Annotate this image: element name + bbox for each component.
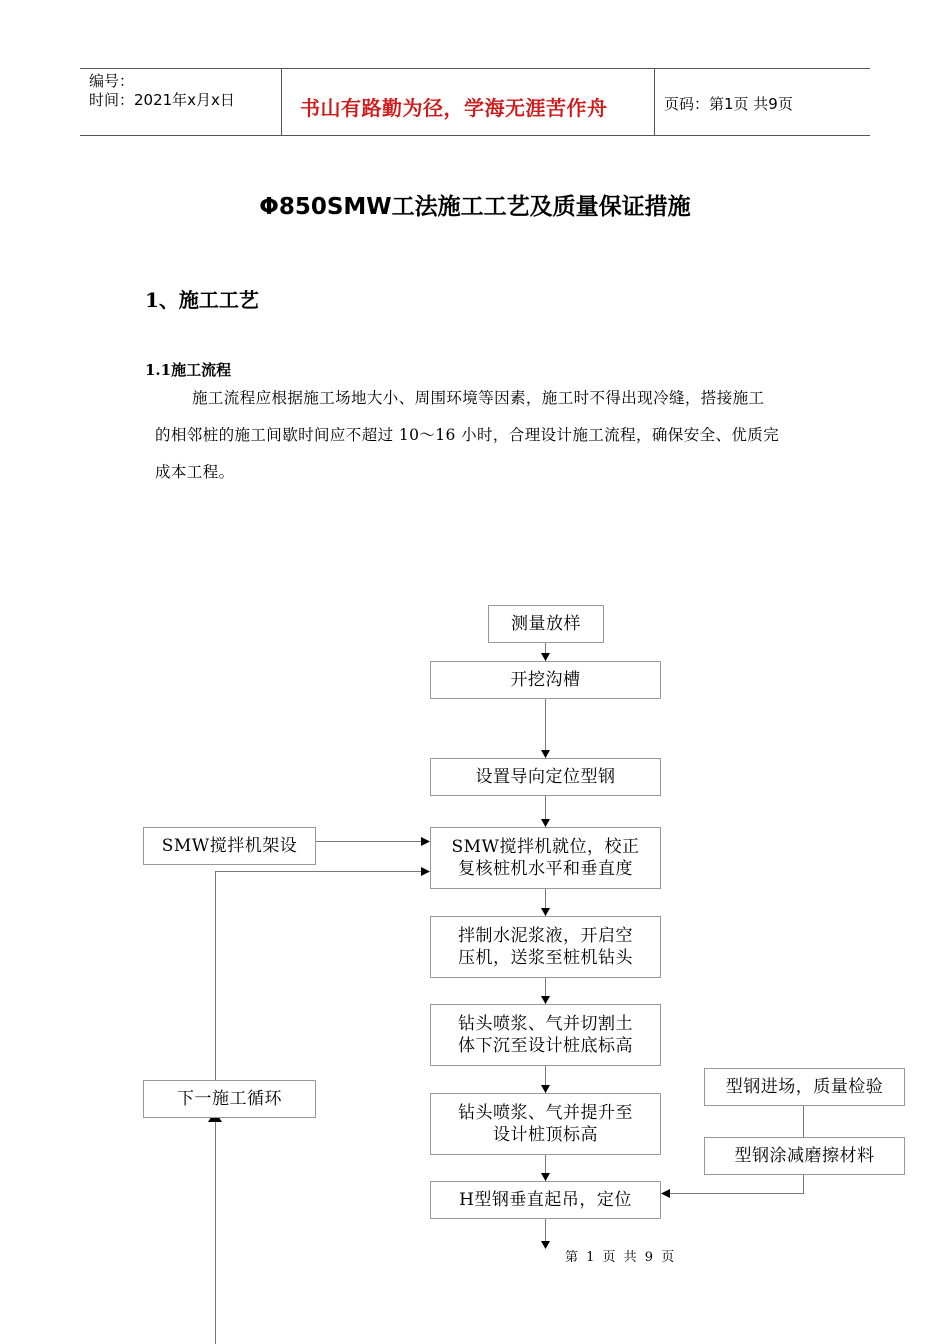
- coating-to-hoist-line: [668, 1193, 804, 1194]
- side-box-rig-setup: SMW搅拌机架设: [143, 827, 316, 865]
- paragraph-line-1: 施工流程应根据施工场地大小、周围环境等因素，施工时不得出现冷缝，搭接施工: [192, 389, 765, 407]
- flow-step-mix-grout: 拌制水泥浆液，开启空 压机，送浆至桩机钻头: [430, 916, 661, 978]
- flow-step-drill-down: 钻头喷浆、气并切割土 体下沉至设计桩底标高: [430, 1004, 661, 1066]
- return-loop-lower: [215, 1118, 216, 1344]
- flow-step-rig-position: SMW搅拌机就位，校正 复核桩机水平和垂直度: [430, 827, 661, 889]
- setup-connector-line: [316, 841, 426, 842]
- header-page-label: 页码：第1页 共9页: [664, 95, 793, 113]
- inspection-to-coating-line: [803, 1105, 804, 1138]
- header-time-label: 时间：2021年x月x日: [89, 91, 235, 109]
- footer-page-number: 第 1 页 共 9 页: [565, 1250, 677, 1265]
- header-divider-2: [654, 68, 655, 136]
- section-1-heading: 1、施工工艺: [145, 288, 259, 312]
- flow-step-drill-up: 钻头喷浆、气并提升至 设计桩顶标高: [430, 1093, 661, 1155]
- flow-step-guide-steel: 设置导向定位型钢: [430, 758, 661, 796]
- document-title: Φ850SMW工法施工工艺及质量保证措施: [259, 194, 691, 220]
- section-1-1-heading: 1.1施工流程: [145, 361, 232, 379]
- coating-down-line: [803, 1174, 804, 1193]
- flow-step-survey: 测量放样: [488, 605, 604, 643]
- side-box-steel-inspection: 型钢进场，质量检验: [704, 1068, 905, 1106]
- return-loop-top: [215, 871, 426, 872]
- side-box-next-cycle: 下一施工循环: [143, 1080, 316, 1118]
- side-box-steel-coating: 型钢涂减磨擦材料: [704, 1137, 905, 1175]
- header-number-label: 编号：: [89, 72, 135, 90]
- flow-step-hoist-steel: H型钢垂直起吊，定位: [430, 1181, 661, 1219]
- paragraph-line-3: 成本工程。: [155, 463, 235, 481]
- return-loop-vertical: [215, 871, 216, 1081]
- flow-step-trench: 开挖沟槽: [430, 661, 661, 699]
- paragraph-line-2: 的相邻桩的施工间歇时间应不超过 10～16 小时，合理设计施工流程，确保安全、优质完: [155, 426, 780, 444]
- header-bottom-rule: [80, 135, 870, 136]
- header-divider-1: [281, 68, 282, 136]
- header-motto: 书山有路勤为径，学海无涯苦作舟: [300, 96, 608, 120]
- header-top-rule: [80, 68, 870, 69]
